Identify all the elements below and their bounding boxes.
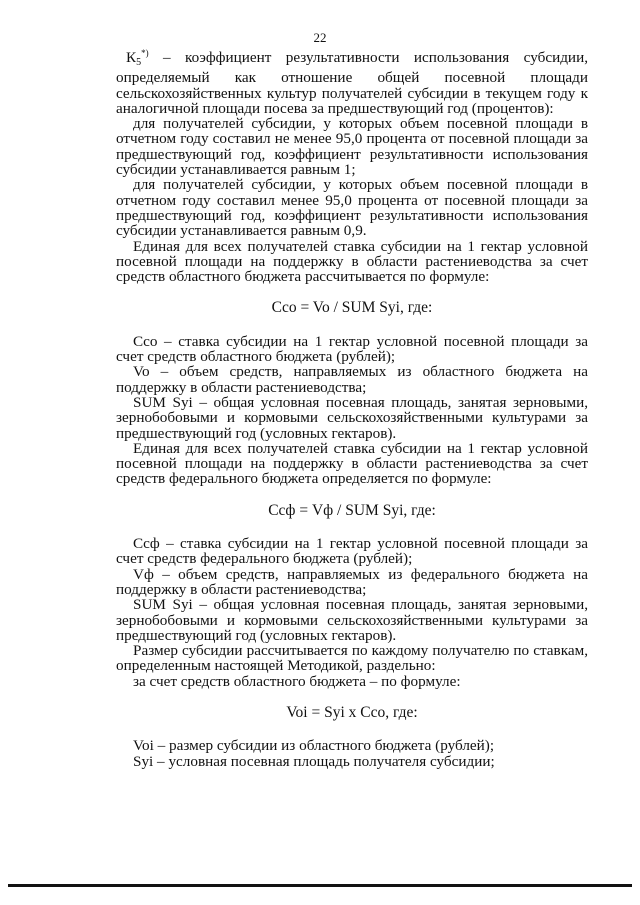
k5-definition [116,46,588,116]
paragraph: Единая для всех получателей ставка субсидии на 1 гектар условной посевной площади на поддержку в области растениеводства за счет средств областного бюджета рассчитывается по формуле: [116,237,588,286]
formula-subsidy-amount: Voi = Syi x Cco, где: [286,703,418,721]
k5-symbol: К [126,49,137,66]
page-bottom-border [8,884,632,887]
footnote-marker: *) [141,48,149,58]
paragraph: SUM Syi – общая условная посевная площадь, занятая зерновыми, зернобобовыми и кормовыми сельскохозяйственными культурами за предшествующий год (условных гектаров). [116,393,588,442]
formula-federal-rate: Ccф = Vф / SUM Syi, где: [268,501,436,519]
formula-regional-rate: Cco = Vo / SUM Syi, где: [271,299,433,317]
k5-index: 5 [136,57,142,68]
paragraph: Syi – условная посевная площадь получателя субсидии; [133,752,495,770]
paragraph: Vф – объем средств, направляемых из федерального бюджета на поддержку в области растениеводства; [116,565,588,598]
paragraph: SUM Syi – общая условная посевная площадь, занятая зерновыми, зернобобовыми и кормовыми сельскохозяйственными культурами за предшествующий год (условных гектаров). [116,596,588,644]
paragraph: Ccф – ставка субсидии на 1 гектар условной посевной площади за счет средств федерального бюджета (рублей); [116,535,588,568]
paragraph: для получателей субсидии, у которых объем посевной площади в отчетном году составил не менее 95,0 процента от посевной площади за предшествующий год, коэффициент результативности использования субсидии устанавливается равным 1; [116,115,588,179]
paragraph: за счет средств областного бюджета – по формуле: [133,672,461,690]
paragraph: Cco – ставка субсидии на 1 гектар условной посевной площади за счет средств областного бюджета (рублей); [116,332,588,366]
paragraph: для получателей субсидии, у которых объем посевной площади в отчетном году составил менее 95,0 процента от посевной площади за предшествующий год, коэффициент результативности использования субсидии устанавливается равным 0,9. [116,176,588,240]
k5-text: – коэффициент результативности использования субсидии, определяемый как отношение общей посевной площади сельскохозяйственных культур получателей субсидии в текущем году к аналогичной площади посева за предшествующий год (процентов): [116,49,588,117]
paragraph: Размер субсидии рассчитывается по каждому получателю по ставкам, определенным настоящей Методикой, раздельно: [116,642,588,675]
paragraph: Единая для всех получателей ставка субсидии на 1 гектар условной посевной площади на поддержку в области растениеводства за счет средств федерального бюджета определяется по формуле: [116,439,588,488]
document-body [116,46,588,769]
paragraph: Voi – размер субсидии из областного бюджета (рублей); [133,737,495,755]
paragraph: Vo – объем средств, направляемых из областного бюджета на поддержку в области растениеводства; [116,363,588,396]
page-number: 22 [313,30,327,45]
